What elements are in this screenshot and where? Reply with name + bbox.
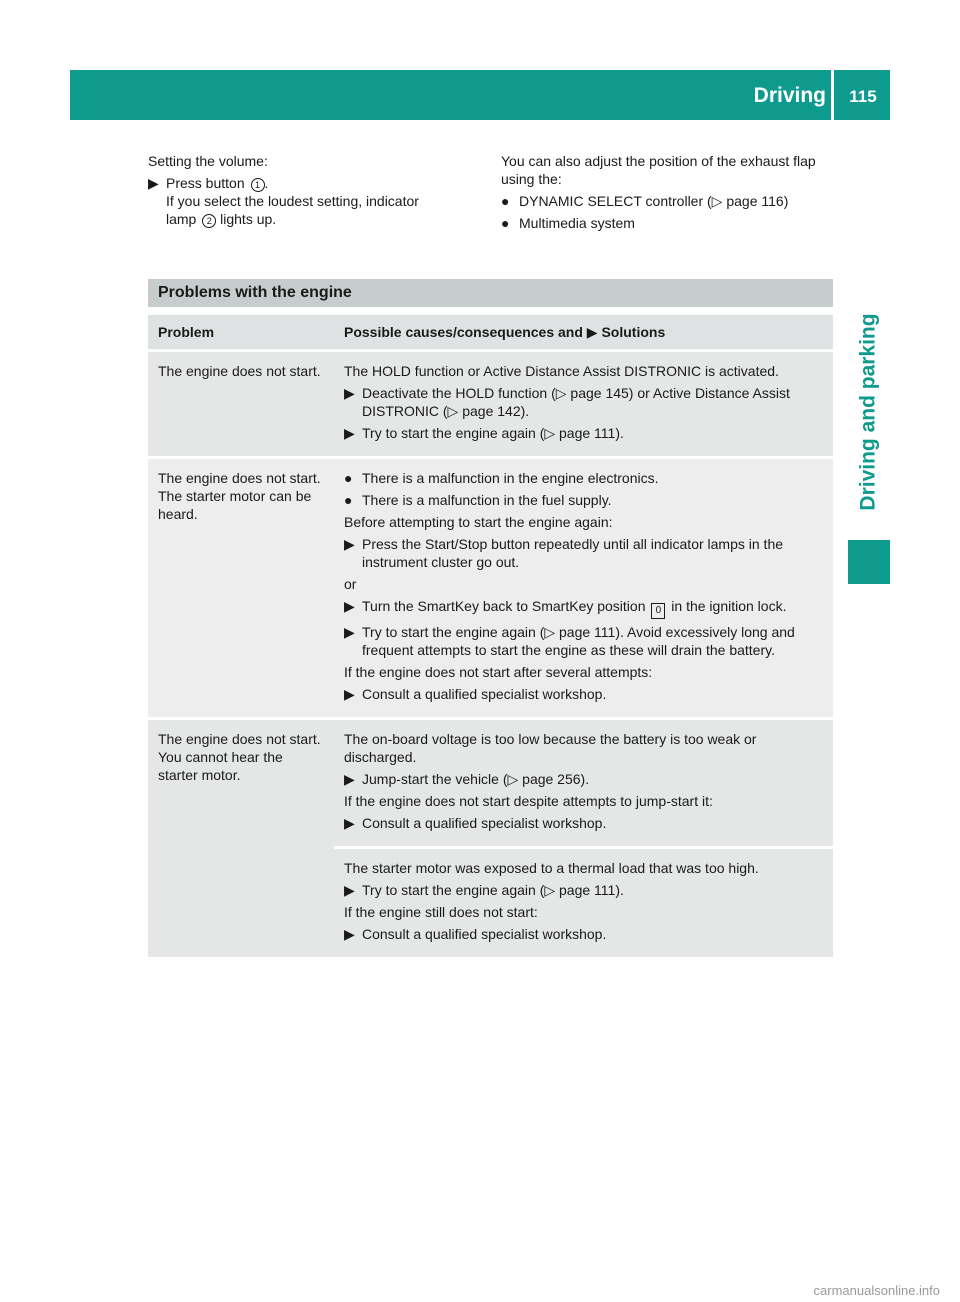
bullet-icon: ● (501, 193, 510, 209)
bullet-icon: ● (344, 492, 353, 508)
problem-cell: The engine does not start. (148, 352, 334, 456)
instruction-arrow-icon: ▶ (344, 536, 355, 552)
instruction-arrow-icon: ▶ (344, 882, 355, 898)
instruction-arrow-icon: ▶ (344, 385, 355, 401)
header-divider (831, 70, 834, 120)
instruction-arrow-icon: ▶ (344, 598, 355, 614)
instruction: ▶ Consult a qualified specialist workshop. (344, 686, 607, 702)
side-tab (848, 290, 890, 534)
volume-intro: Setting the volume: (148, 153, 268, 169)
problem-cell: The engine does not start. The starter motor can be heard. (148, 459, 334, 717)
instruction: ▶ Deactivate the HOLD function (▷ page 145) or Active Distance Assist DISTRONIC (▷ page 142). (344, 385, 790, 419)
problem-cell: The engine does not start. You cannot hear the starter motor. (148, 720, 334, 957)
bullet-icon: ● (344, 470, 353, 486)
exhaust-intro: You can also adjust the position of the exhaust flap using the: (501, 153, 816, 187)
instruction: ▶ Turn the SmartKey back to SmartKey position 0 in the ignition lock. (344, 597, 825, 619)
page-number: 115 (849, 87, 877, 106)
instruction: ▶ Try to start the engine again (▷ page 111). (344, 882, 624, 898)
table-header-row (148, 315, 833, 352)
solution-cell (334, 720, 833, 957)
solution-cell: ● There is a malfunction in the engine electronics. ● There is a malfunction in the fuel supply. Before attempting to start the engine again: ▶ Press the Start/Stop button repeatedly until all indicator lamps in the instrument cluster go out. or ▶ Turn the SmartKey back to SmartKey position 0 in the ignition lock. ▶ Try to start the engine again (▷ page 111). Avoid excessively long and frequent attempts to start the engine as these will drain the battery. If the engine does not start after several attempts: ▶ Consult a qualified specialist workshop. (334, 459, 833, 717)
problems-table (148, 315, 833, 957)
key-position-marker: 0 (651, 603, 665, 619)
instruction: ▶ Consult a qualified specialist workshop. (344, 926, 607, 942)
instruction: ▶ Jump-start the vehicle (▷ page 256). (344, 771, 590, 787)
instruction-arrow-icon: ▶ (344, 624, 355, 640)
solution-block: The on-board voltage is too low because the battery is too weak or discharged. ▶ Jump-start the vehicle (▷ page 256). If the engine does not start despite attempts to jump-start it: ▶ Consult a qualified specialist workshop. (334, 720, 833, 846)
instruction: ▶ Press button 1 . If you select the loudest setting, indicator lamp 2 lights up. (148, 175, 419, 227)
instruction-arrow-icon: ▶ (344, 425, 355, 441)
header-problem: Problem (148, 315, 334, 349)
chapter-title: Driving (753, 84, 826, 107)
left-column (148, 152, 478, 232)
marker-circle: 1 (251, 178, 265, 192)
solutions-arrow-icon: ▶ (586, 324, 598, 340)
section-title: Problems with the engine (158, 284, 352, 301)
side-marker-block (848, 540, 890, 584)
list-item: ● DYNAMIC SELECT controller (▷ page 116) (501, 193, 789, 209)
list-item: ● There is a malfunction in the fuel supply. (344, 492, 612, 508)
right-column (501, 152, 841, 236)
solution-block: The starter motor was exposed to a thermal load that was too high. ▶ Try to start the engine again (▷ page 111). If the engine still does not start: ▶ Consult a qualified specialist workshop. (334, 846, 833, 957)
table-row (148, 459, 833, 720)
table-row (148, 720, 833, 957)
list-item: ● Multimedia system (501, 215, 635, 231)
instruction-arrow-icon: ▶ (344, 815, 355, 831)
list-item: ● There is a malfunction in the engine electronics. (344, 470, 659, 486)
side-tab-label: Driving and parking (857, 313, 881, 511)
bullet-icon: ● (501, 215, 510, 231)
instruction: ▶ Try to start the engine again (▷ page 111). Avoid excessively long and frequent attempts to start the engine as these will drain the battery. (344, 624, 795, 658)
marker-circle: 2 (202, 214, 216, 228)
instruction: ▶ Press the Start/Stop button repeatedly until all indicator lamps in the instrument cluster go out. (344, 536, 784, 570)
table-row (148, 352, 833, 459)
instruction-arrow-icon: ▶ (344, 686, 355, 702)
header-causes: Possible causes/consequences and ▶ Solutions (334, 315, 833, 349)
solution-cell: The HOLD function or Active Distance Assist DISTRONIC is activated. ▶ Deactivate the HOLD function (▷ page 145) or Active Distance Assist DISTRONIC (▷ page 142). ▶ Try to start the engine again (▷ page 111). (334, 352, 833, 456)
instruction-arrow-icon: ▶ (148, 175, 159, 191)
instruction: ▶ Consult a qualified specialist workshop. (344, 815, 607, 831)
watermark: carmanualsonline.info (813, 1283, 940, 1298)
instruction-arrow-icon: ▶ (344, 771, 355, 787)
instruction-arrow-icon: ▶ (344, 926, 355, 942)
instruction: ▶ Try to start the engine again (▷ page 111). (344, 425, 624, 441)
section-header (148, 279, 833, 307)
